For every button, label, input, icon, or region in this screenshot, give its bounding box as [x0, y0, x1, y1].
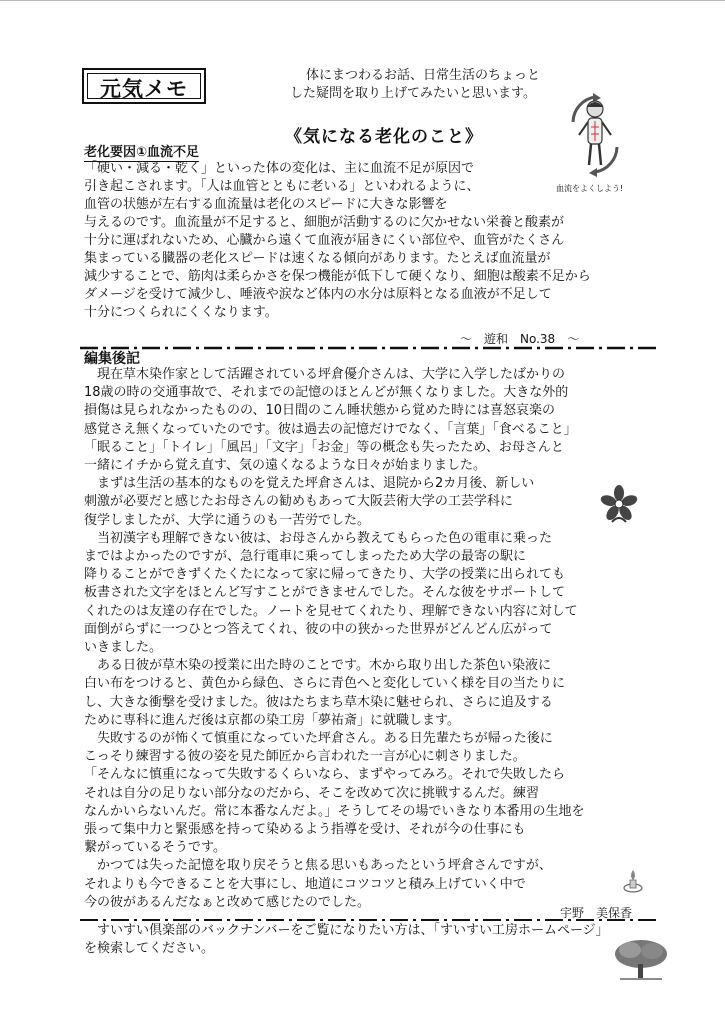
article2-line: まではよかったのですが、急行電車に乗ってしまったため大学の最寄の駅に: [84, 549, 527, 565]
article2-line: 繋がっているそうです。: [84, 840, 226, 856]
footer-line: すいすい倶楽部のバックナンバーをご覧になりたい方は、「すいすい工房ホームページ」: [84, 923, 609, 938]
footer-line: を検索してください。: [84, 941, 215, 956]
article1-line: 「硬い・減る・乾く」といった体の変化は、主に血流不足が原因で: [84, 161, 475, 176]
article1-line: 十分につくられにくくなります。: [84, 305, 278, 320]
article2-line: くれたのは友達の存在でした。ノートを見せてくれたり、理解できない内容に対して: [84, 603, 578, 619]
article1-line: 与えるのです。血流量が不足すると、細胞が活動するのに欠かせない栄養と酸素が: [84, 215, 564, 230]
article2-line: 失敗するのが怖くて慎重になっていた坪倉さん。ある日先輩たちが帰った後に: [84, 731, 553, 747]
intro-text: [290, 67, 590, 103]
article2-line: 感覚さえ無くなっていたのです。彼は過去の記憶だけでなく、「言葉」「食べること」: [84, 421, 577, 437]
article1-line: 減少することで、筋肉は柔らかさを保つ機能が低下して硬くなり、細胞は酸素不足から: [84, 269, 591, 284]
article1-line: ダメージを受けて減少し、唾液や涙など体内の水分は原料となる血液が不足して: [84, 287, 552, 302]
author-name: 宇野 美保香: [560, 906, 633, 920]
article2-line: それよりも今できることを大事にし、地道にコツコツと積み上げていく中で: [84, 876, 526, 892]
article2-line: かつては失った記憶を取り戻そうと焦る思いもあったという坪倉さんですが、: [84, 858, 552, 874]
article2-line: 「眠ること」「トイレ」「風呂」「文字」「お金」等の概念も失ったため、お母さんと: [84, 439, 564, 455]
article2-line: ある日彼が草木染の授業に出た時のことです。木から取り出した茶色い染液に: [84, 658, 551, 674]
article2-line: なんかいらないんだ。常に本番なんだよ。」そうしてその場でいきなり本番用の生地を: [84, 803, 585, 819]
article2-line: いきました。: [84, 640, 163, 656]
article2-line: 「そんなに慎重になって失敗するくらいなら、まずやってみろ。それで失敗したら: [84, 767, 566, 783]
footer-text: [84, 922, 684, 958]
article2-line: こっそり練習する彼の姿を見た師匠から言われた一言が心に刺さりました。: [84, 749, 526, 765]
article1-line: 引き起こされます。「人は血管とともに老いる」といわれるように、: [84, 179, 480, 194]
section-divider: [80, 344, 660, 352]
tree-icon: [612, 938, 670, 982]
memo-title: 元気メモ: [100, 77, 188, 101]
article2-line: 当初漢字も理解できない彼は、お母さんから教えてもらった色の電車に乗った: [84, 530, 553, 546]
article1-line: 集まっている臓器の老化スピードは速くなる傾向があります。たとえば血流量が: [84, 251, 551, 266]
article2-line: 板書された文字をほとんど写すことができませんでした。そんな彼をサポートして: [84, 585, 566, 601]
section-title: 《気になる老化のこと》: [285, 127, 483, 147]
article2-line: 現在草木染作家として活躍されている坪倉優介さんは、大学に入学したばかりの: [84, 367, 566, 382]
article1-line: 十分に運ばれないため、心臓から遠くて血液が届きにくい部位や、血管がたくさん: [84, 233, 565, 248]
article2-line: ために専科に進んだ後は京都の染工房「夢祐斎」に就職します。: [84, 712, 460, 728]
article2-line: 刺激が必要だと感じたお母さんの勧めもあって大阪芸術大学の工芸学科に: [84, 494, 513, 510]
article2-line: それは自分の足りない部分なのだから、そこを改めて次に挑戦するんだ。練習: [84, 785, 540, 801]
article2-line: 面倒がらずに一つひとつ答えてくれ、彼の中の狭かった世界がどんどん広がって: [84, 621, 553, 637]
memo-title-box: [82, 68, 206, 104]
article2-line: 今の彼があるんだなぁと改めて感じたのでした。: [84, 894, 371, 910]
article1-subheading: 老化要因①血流不足: [84, 145, 200, 160]
article2-line: 18歳の時の交通事故で、それまでの記憶のほとんどが無くなりました。大きな外的: [84, 385, 569, 401]
article1-line: 血管の状態が左右する血流量は老化のスピードに大きな影響を: [84, 197, 448, 212]
article2-line: 張って集中力と緊張感を持って染めるよう指導を受け、それが今の仕事にも: [84, 822, 526, 838]
candle-doodle-icon: [622, 868, 644, 894]
figure-caption: 血流をよくしよう!: [556, 184, 624, 193]
article2-line: し、大きな衝撃を受けました。彼はたちまち草木染に魅せられ、さらに追及する: [84, 694, 553, 710]
article2-line: 損傷は見られなかったものの、10日間のこん睡状態から覚めた時には喜怒哀楽の: [84, 403, 556, 419]
intro-line: 体にまつわるお話、日常生活のちょっと: [306, 68, 541, 83]
top-rule: [0, 0, 725, 1]
article2-line: 一緒にイチから覚え直す、気の遠くなるような日々が始まりました。: [84, 458, 486, 474]
series-label: ～ 遊和 No.38 ～: [460, 332, 580, 346]
article2-line: 降りることができずくたくたになって家に帰ってきたり、大学の授業に出られても: [84, 567, 566, 583]
article1-body: [84, 160, 644, 322]
article2-line: 復学しましたが、大学に通うのも一苦労でした。: [84, 512, 371, 528]
flower-icon: [598, 484, 640, 528]
editor-note-body: [84, 366, 654, 912]
intro-line: した疑問を取り上げてみたいと思います。: [290, 86, 536, 101]
article2-line: 白い布をつけると、黄色から緑色、さらに青色へと変化していく様を目の当たりに: [84, 676, 566, 692]
article2-line: まずは生活の基本的なものを覚えた坪倉さんは、退院から2カ月後、新しい: [84, 476, 535, 492]
editor-note-heading: 編集後記: [84, 351, 140, 367]
